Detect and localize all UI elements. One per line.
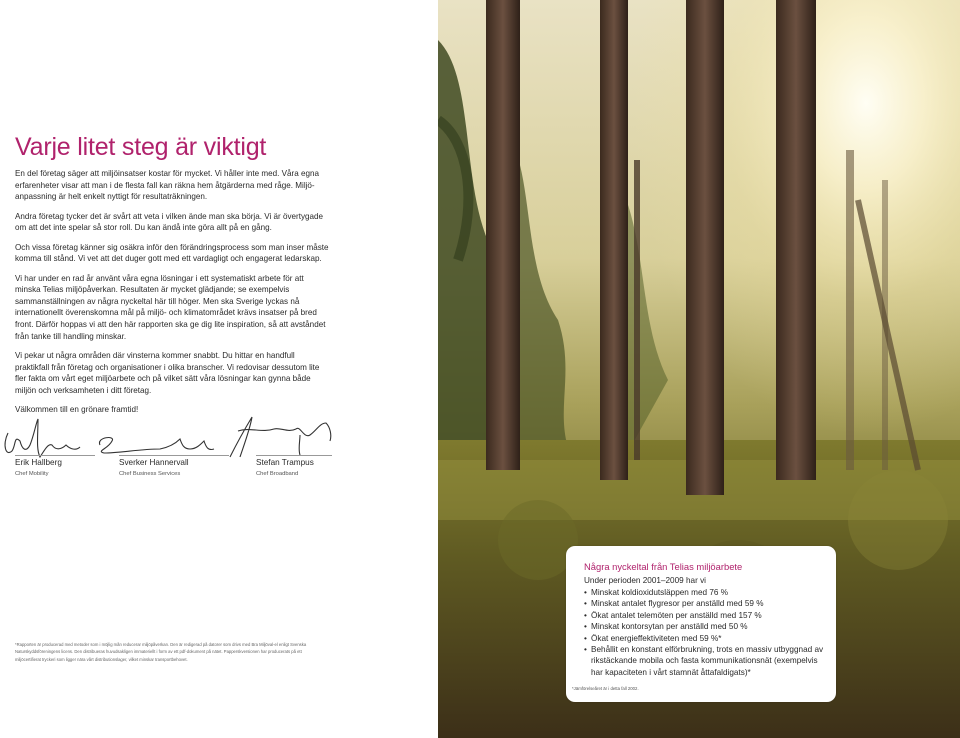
paragraph: Och vissa företag känner sig osäkra inför den förändringsprocess som man inser måste komma till stånd. Vi vet att det duger gott med ett vardagligt och engagerat ledarskap. <box>15 242 329 264</box>
kpi-title: Några nyckeltal från Telias miljöarbete <box>584 561 743 572</box>
bullet-icon: • <box>584 610 587 620</box>
paragraph: Andra företag tycker det är svårt att veta i vilken ände man ska börja. Vi är övertygade om att det inte spelar så stor roll. Du kan ändå inte göra allt på en gång. <box>15 211 324 233</box>
paragraph: Välkommen till en grönare framtid! <box>15 405 139 415</box>
signature-line <box>119 455 229 456</box>
kpi-item <box>584 598 829 609</box>
kpi-item <box>584 644 829 678</box>
signer-sverker-hannervall <box>119 458 189 477</box>
signer-name: Stefan Trampus <box>256 458 314 467</box>
signer-erik-hallberg <box>15 458 62 477</box>
kpi-item-text: Behållit en konstant elförbrukning, trots en massiv utbyggnad av rikstäckande mobila och fasta kommunikationsnät (exempelvis har kapaciteten i vårt stamnät åttafaldigats)* <box>591 645 824 677</box>
kpi-footnote: *Jämförelseåret är i detta fall 2002. <box>572 686 639 691</box>
kpi-item <box>584 610 829 621</box>
bullet-icon: • <box>584 588 587 597</box>
kpi-box <box>566 546 836 702</box>
paragraph: Vi har under en rad år använt våra egna lösningar i ett systematiskt arbete för att minska Telias miljöpåverkan. Resultaten är mycket glädjande; se exempelvis sammanställningen av några nyckeltal här till höger. Men ska Sverige lyckas nå internationellt överenskomna mål på miljö- och klimatområdet krävs insatser på bred front. Därför hoppas vi att den här rapporten ska ge dig lite inspiration, så att avståndet från tanke till handling minskar. <box>15 273 326 341</box>
kpi-item <box>584 587 829 598</box>
kpi-item-text: Ökat energieffektiviteten med 59 %* <box>591 633 722 643</box>
paragraph: Vi pekar ut några områden där vinsterna kommer snabbt. Du hittar en handfull praktikfall från företag och organisationer i olika branscher. Vi redovisar dessutom lite fler fakta om vårt eget miljöarbete och på vilket sätt våra lösningar kan gynna både miljön och verksamheten i ditt företag. <box>15 350 320 395</box>
kpi-item-text: Minskat antalet flygresor per anställd med 59 % <box>591 599 764 609</box>
kpi-item-text: Minskat koldioxidutsläppen med 76 % <box>591 588 728 597</box>
signature-stefan-trampus <box>230 417 331 457</box>
signer-role: Chef Broadband <box>256 471 299 477</box>
signature-line <box>256 455 332 456</box>
signer-name: Erik Hallberg <box>15 458 62 467</box>
left-page <box>0 0 438 738</box>
signer-role: Chef Business Services <box>119 471 181 477</box>
kpi-item-text: Minskat kontorsytan per anställd med 50 % <box>591 622 748 632</box>
body-text <box>15 168 330 423</box>
paragraph: En del företag säger att miljöinsatser kostar för mycket. Vi håller inte med. Våra egna erfarenheter visar att man i de flesta fall kan räkna hem åtgärderna med råge. Miljöanpassning är helt enkelt nyttigt för resultaträkningen. <box>15 169 319 202</box>
bullet-icon: • <box>584 599 587 609</box>
page-title: Varje litet steg är viktigt <box>15 133 267 161</box>
signer-stefan-trampus <box>256 458 314 477</box>
signer-role: Chef Mobility <box>15 471 49 477</box>
bullet-icon: • <box>584 633 587 643</box>
kpi-item <box>584 633 829 644</box>
signature-line <box>15 455 95 456</box>
bullet-icon: • <box>584 622 587 632</box>
signatures <box>0 405 438 485</box>
kpi-list <box>584 587 829 678</box>
signer-name: Sverker Hannervall <box>119 458 189 467</box>
bullet-icon: • <box>584 645 587 655</box>
kpi-item <box>584 621 829 632</box>
kpi-item-text: Ökat antalet telemöten per anställd med 157 % <box>591 610 762 620</box>
signature-erik-hallberg <box>5 419 80 457</box>
kpi-intro: Under perioden 2001–2009 har vi <box>584 576 706 585</box>
signature-sverker-hannervall <box>99 438 214 453</box>
footnote: *Rapporten är producerad med metoder som i möjlig mån reducerar miljöpåverkan. Den är redigerad på datorer som drivs med Bra Miljöval-el enligt Svenska Naturskyddsföreningens licens. Den distribueras huvudsakligen immateriellt i form av ett pdf-dokument på nätet. Papperskversionen har producerats på ett miljöcertifierat tryckeri som ligger nära vårt distributionslager, vilket minskar transportbehovet. <box>15 642 307 662</box>
